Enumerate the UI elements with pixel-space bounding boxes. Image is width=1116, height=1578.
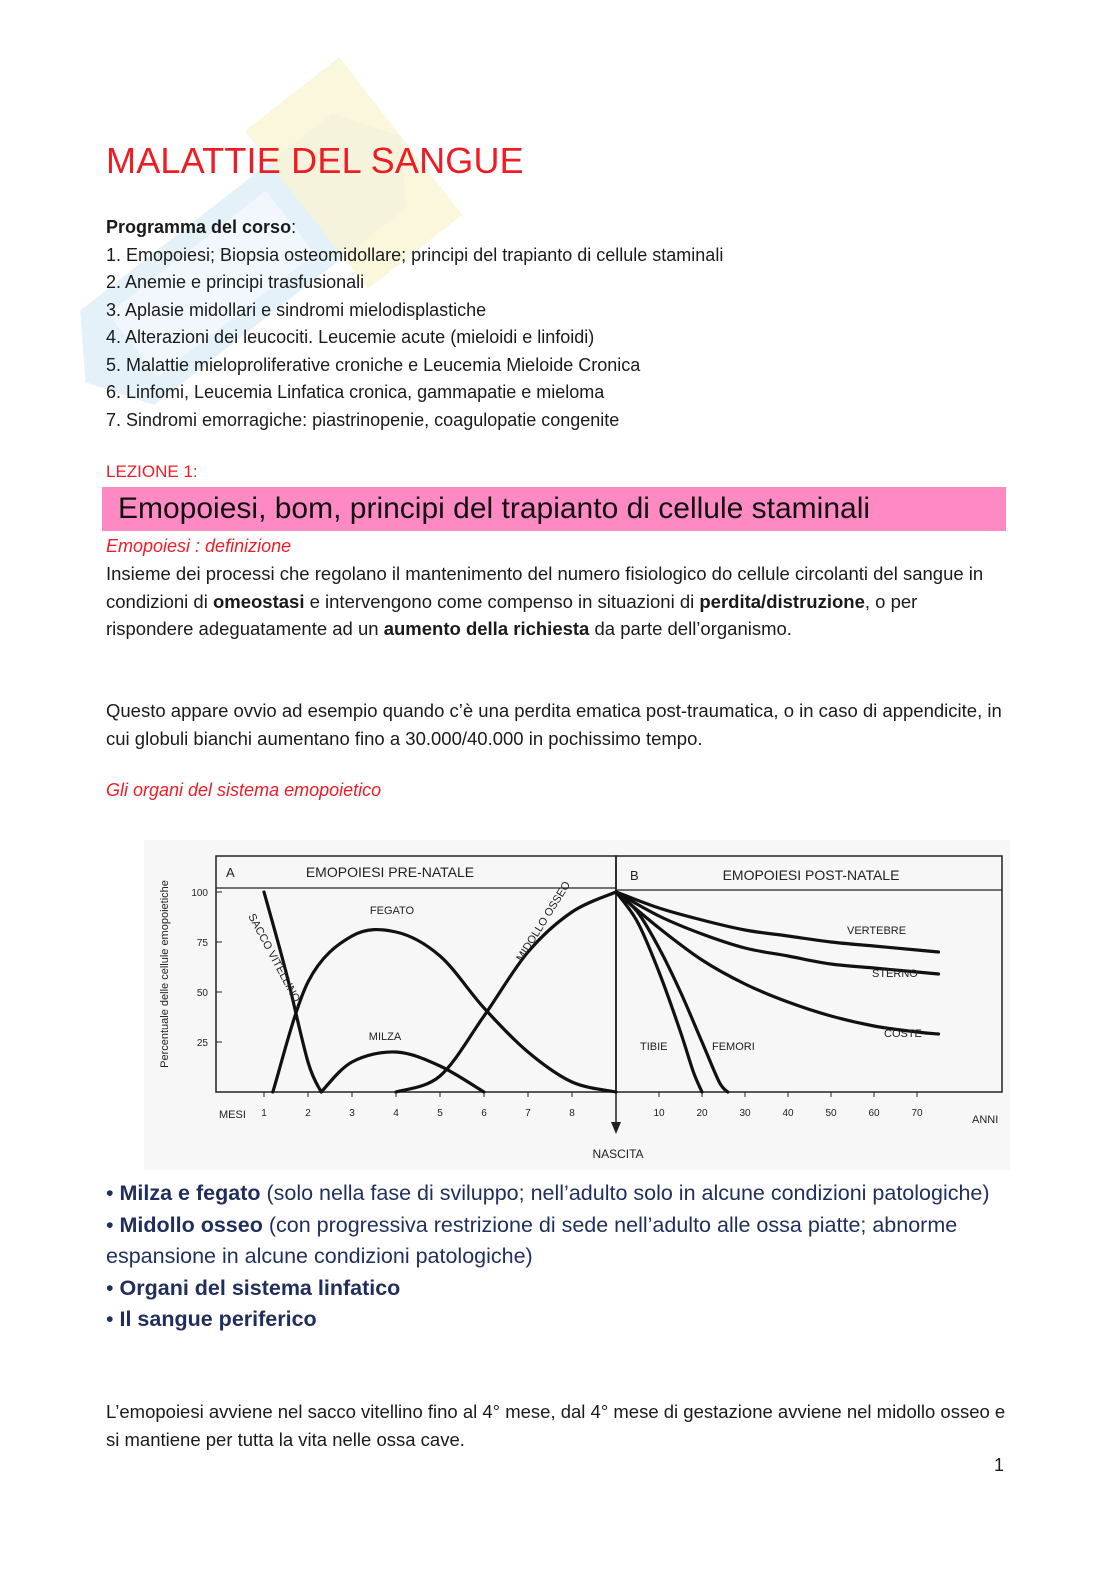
x-tick-label: 30	[739, 1108, 751, 1119]
page-number: 1	[993, 1455, 1004, 1475]
bullet-marker: •	[106, 1212, 114, 1237]
x-tick-label: 10	[653, 1108, 665, 1119]
closing-paragraph: L’emopoiesi avviene nel sacco vitellino fino al 4° mese, dal 4° mese di gestazione avviene nel midollo osseo e si mantiene per tutta la vita nelle ossa cave.	[106, 1401, 1006, 1450]
bullet-marker: •	[106, 1307, 114, 1331]
bold-term: perdita/distruzione	[699, 590, 865, 612]
panel-a-title: EMOPOIESI PRE-NATALE	[305, 864, 475, 880]
program-item: 3. Aplasie midollari e sindromi mielodisplastiche	[106, 299, 487, 320]
x-tick-label: 40	[782, 1108, 794, 1119]
x-tick-label: 3	[349, 1108, 355, 1119]
document-title: MALATTIE DEL SANGUE	[106, 140, 524, 181]
program-item: 7. Sindromi emorragiche: piastrinopenie, coagulopatie congenite	[106, 409, 620, 430]
program-item: 4. Alterazioni dei leucociti. Leucemie acute (mieloidi e linfoidi)	[106, 327, 595, 347]
bullet-item: • Organi del sistema linfatico	[106, 1275, 401, 1300]
x-tick-label: 6	[481, 1108, 487, 1119]
x-tick-label: 4	[393, 1108, 399, 1119]
definition-heading: Emopoiesi : definizione	[106, 536, 292, 556]
x-tick-label: 7	[525, 1108, 531, 1119]
x-tick-label: 2	[305, 1108, 311, 1119]
series-label-vertebre: VERTEBRE	[847, 925, 907, 937]
panel-b-letter: B	[630, 868, 639, 883]
program-item: 5. Malattie mieloproliferative croniche e Leucemia Mieloide Cronica	[106, 354, 641, 375]
series-label-sacco: SACCO VITELLINO	[245, 911, 303, 1005]
series-label-fegato: FEGATO	[369, 905, 415, 917]
y-tick-label: 100	[191, 888, 208, 899]
series-label-milza: MILZA	[368, 1031, 402, 1043]
program-item: 6. Linfomi, Leucemia Linfatica cronica, gammapatie e mieloma	[106, 382, 605, 402]
hematopoiesis-chart	[144, 840, 1010, 1170]
program-heading: Programma del corso	[106, 217, 292, 237]
bullet-marker: •	[106, 1275, 114, 1300]
x-tick-label: 1	[261, 1108, 267, 1119]
bullet-item: • Il sangue periferico	[106, 1307, 317, 1331]
y-axis-label: Percentuale delle cellule emopoietiche	[159, 880, 171, 1068]
y-tick-label: 50	[196, 988, 208, 999]
x-tick-label: 20	[696, 1108, 708, 1119]
x-tick-label: 8	[569, 1108, 575, 1119]
bullet-item: • Midollo osseo (con progressiva restrizione di sede nell’adulto alle ossa piatte; abnorme espansione in alcune condizioni patologiche)	[106, 1212, 958, 1268]
x-axis-label-mesi: MESI	[219, 1109, 246, 1121]
series-label-tibie: TIBIE	[640, 1041, 668, 1053]
x-tick-label: 5	[437, 1108, 443, 1119]
birth-label: NASCITA	[592, 1147, 644, 1161]
x-tick-label: 60	[868, 1108, 880, 1119]
lesson-title-banner: Emopoiesi, bom, principi del trapianto di cellule staminali	[102, 487, 1006, 531]
lesson-label: LEZIONE 1:	[106, 462, 198, 481]
x-axis-label-anni: ANNI	[972, 1114, 999, 1126]
series-label-sterno: STERNO	[872, 968, 918, 980]
x-tick-label: 50	[825, 1108, 837, 1119]
series-label-coste: COSTE	[884, 1028, 922, 1040]
bold-term: omeostasi	[212, 590, 305, 612]
bullet-item: • Milza e fegato (solo nella fase di sviluppo; nell’adulto solo in alcune condizioni patologiche)	[106, 1181, 990, 1205]
bullet-marker: •	[106, 1181, 114, 1205]
bold-term: aumento della richiesta	[383, 618, 590, 639]
program-item: 1. Emopoiesi; Biopsia osteomidollare; principi del trapianto di cellule staminali	[106, 244, 724, 265]
example-paragraph: Questo appare ovvio ad esempio quando c’è una perdita ematica post-traumatica, o in caso di appendicite, in cui globuli bianchi aumentano fino a 30.000/40.000 in pochissimo tempo.	[106, 700, 1002, 749]
definition-paragraph: Insieme dei processi che regolano il mantenimento del numero fisiologico do cellule circolanti del sangue in condizioni di omeostasi e intervengono come compenso in situazioni di perdita/distruzione, o per rispondere adeguatamente ad un aumento della richiesta da parte dell’organismo.	[106, 563, 984, 639]
x-tick-label: 70	[911, 1108, 923, 1119]
program-list	[106, 242, 1006, 435]
panel-a-letter: A	[226, 865, 235, 880]
program-item: 2. Anemie e principi trasfusionali	[106, 272, 365, 292]
series-label-midollo: MIDOLLO OSSEO	[514, 879, 574, 964]
organs-bullet-list	[106, 1178, 1006, 1336]
series-label-femori: FEMORI	[712, 1041, 755, 1053]
course-program: Programma del corso: 1. Emopoiesi; Biopsia osteomidollare; principi del trapianto di cellule staminali 2. Anemie e principi trasfusionali 3. Aplasie midollari e sindromi mielodisplastiche 4. Alterazioni dei leucociti. Leucemie acute (mieloidi e linfoidi) 5. Malattie mieloproliferative croniche e Leucemia Mieloide Cronica 6. Linfomi, Leucemia Linfatica cronica, gammapatie e mieloma 7. Sindromi emorragiche: piastrinopenie, coagulopatie congenite	[106, 214, 1006, 434]
y-tick-label: 25	[196, 1038, 208, 1049]
panel-b-title: EMOPOIESI POST-NATALE	[722, 867, 900, 883]
organs-heading: Gli organi del sistema emopoietico	[106, 780, 382, 800]
y-tick-label: 75	[196, 938, 208, 949]
